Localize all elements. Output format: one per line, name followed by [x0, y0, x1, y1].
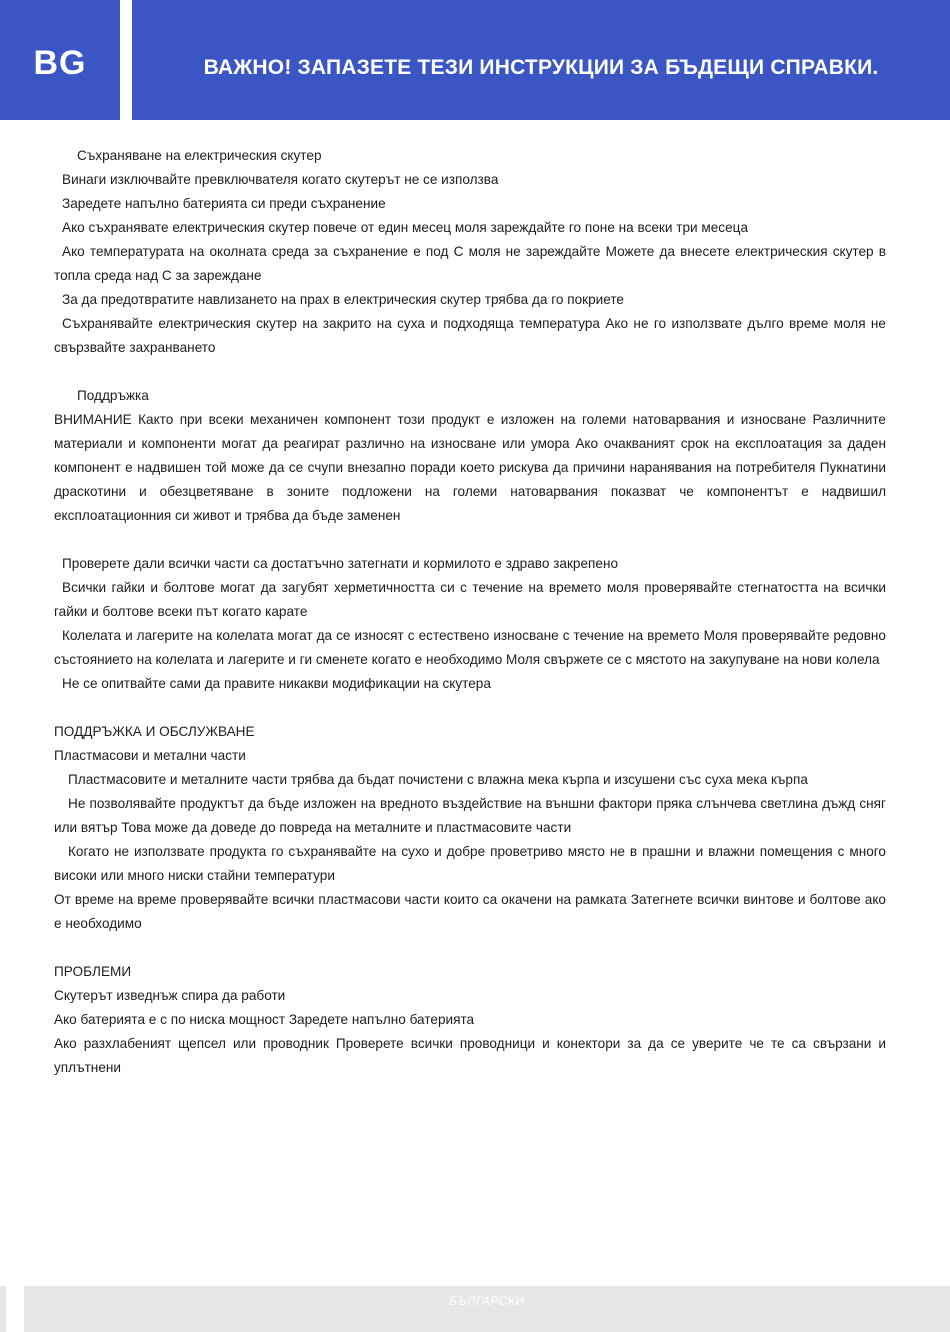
- service-item: Когато не използвате продукта го съхранявайте на сухо и добре проветриво място не в прашни и влажни помещения с много високи или много ниски стайни температури: [54, 844, 886, 883]
- page-title: ВАЖНО! ЗАПАЗЕТЕ ТЕЗИ ИНСТРУКЦИИ ЗА БЪДЕЩИ СПРАВКИ.: [203, 56, 879, 79]
- page-footer: [24, 1286, 950, 1332]
- maintenance-heading: Поддръжка: [77, 388, 149, 403]
- storage-heading: Съхраняване на електрическия скутер: [77, 148, 322, 163]
- problems-item: Ако разхлабеният щепсел или проводник Проверете всички проводници и конектори за да се уверите че те са свързани и уплътнени: [54, 1036, 886, 1075]
- storage-item: За да предотвратите навлизането на прах в електрическия скутер трябва да го покриете: [62, 292, 624, 307]
- maintenance-item: Всички гайки и болтове могат да загубят херметичността си с течение на времето моля проверявайте стегнатостта на всички гайки и болтове всеки път когато карате: [54, 580, 886, 619]
- storage-item: Съхранявайте електрическия скутер на закрито на суха и подходяща температура Ако не го използвате дълго време моля не свързвайте захранването: [54, 316, 886, 355]
- service-note: От време на време проверявайте всички пластмасови части които са окачени на рамката Затегнете всички винтове и болтове ако е необходимо: [54, 892, 886, 931]
- language-code: BG: [33, 44, 87, 82]
- footer-language-label: БЪЛГАРСКИ: [449, 1294, 525, 1308]
- service-subheading: Пластмасови и метални части: [54, 748, 246, 763]
- service-item: Не позволявайте продуктът да бъде изложен на вредното въздействие на външни фактори пряка слънчева светлина дъжд сняг или вятър Това може да доведе до повреда на металните и пластмасовите части: [54, 796, 886, 835]
- service-item: Пластмасовите и металните части трябва да бъдат почистени с влажна мека кърпа и изсушени със суха мека кърпа: [68, 772, 808, 787]
- maintenance-warning: ВНИМАНИЕ Както при всеки механичен компонент този продукт е изложен на големи натоварвания и износване Различните материали и компоненти могат да реагират различно на износване или умора Ако очакваният срок на експлоатация за даден компонент е надвишен той може да се счупи внезапно поради което рискува да причини наранявания на потребителя Пукнатини драскотини и обезцветяване в зоните подложени на големи натоварвания показват че компонентът е надвишил експлоатационния си живот и трябва да бъде заменен: [54, 412, 886, 523]
- storage-item: Ако съхранявате електрическия скутер повече от един месец моля зареждайте го поне на всеки три месеца: [62, 220, 749, 235]
- maintenance-item: Не се опитвайте сами да правите никакви модификации на скутера: [62, 676, 491, 691]
- problems-item: Ако батерията е с по ниска мощност Заредете напълно батерията: [54, 1012, 475, 1027]
- header-separator: [120, 0, 132, 120]
- service-heading: ПОДДРЪЖКА И ОБСЛУЖВАНЕ: [54, 724, 255, 739]
- maintenance-item: Колелата и лагерите на колелата могат да се износят с естествено износване с течение на времето Моля проверявайте редовно състоянието на колелата и лагерите и ги сменете когато е необходимо Моля свържете се с мястото на закупуване на нови колела: [54, 628, 886, 667]
- language-badge: [0, 0, 120, 120]
- problems-item: Скутерът изведнъж спира да работи: [54, 988, 286, 1003]
- storage-item: Ако температурата на околната среда за съхранение е под С моля не зареждайте Можете да внесете електрическия скутер в топла среда над С за зареждане: [54, 244, 886, 283]
- header-title-bar: [132, 0, 950, 120]
- maintenance-item: Проверете дали всички части са достатъчно затегнати и кормилото е здраво закрепено: [62, 556, 619, 571]
- problems-heading: ПРОБЛЕМИ: [54, 964, 132, 979]
- page-header: [0, 0, 950, 120]
- footer-edge: [0, 1286, 6, 1332]
- storage-item: Винаги изключвайте превключвателя когато скутерът не се използва: [62, 172, 499, 187]
- storage-item: Заредете напълно батерията си преди съхранение: [62, 196, 386, 211]
- document-body: [54, 144, 886, 1080]
